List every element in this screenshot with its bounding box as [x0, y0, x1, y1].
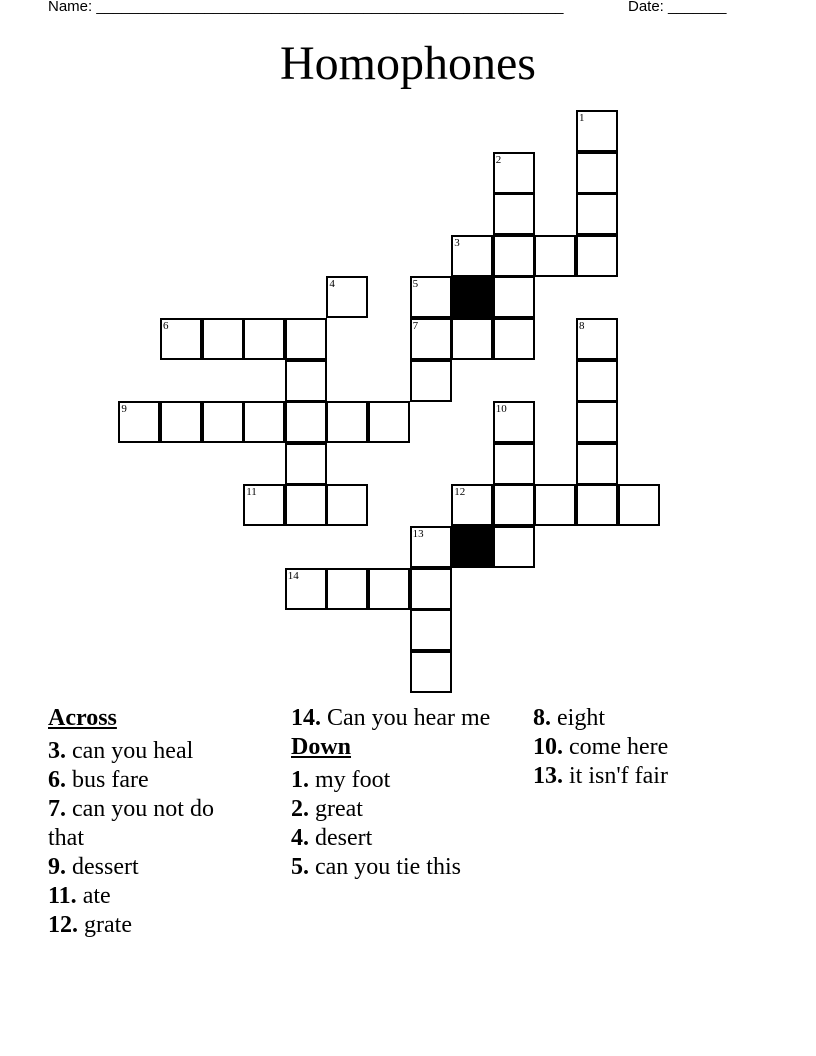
clue-number: 12.: [48, 912, 78, 938]
down-clue: [291, 853, 501, 882]
crossword-cell[interactable]: [118, 401, 160, 443]
clue-number: 5.: [291, 854, 309, 880]
puzzle-title: Homophones: [280, 37, 536, 90]
clue-number: 9: [121, 403, 127, 416]
clue-text: desert: [309, 825, 373, 851]
crossword-cell[interactable]: [451, 484, 493, 526]
crossword-cell[interactable]: [576, 110, 618, 152]
clue-number: 1: [579, 112, 585, 124]
down-clue: [291, 795, 501, 824]
crossword-cell[interactable]: [202, 318, 244, 360]
crossword-cell[interactable]: [410, 568, 452, 610]
crossword-cell[interactable]: [368, 568, 410, 610]
clue-number: 14: [287, 569, 299, 582]
clue-text: dessert: [66, 854, 139, 880]
crossword-cell[interactable]: [493, 152, 535, 194]
crossword-cell[interactable]: [326, 276, 368, 318]
clue-text: grate: [78, 912, 132, 938]
crossword-cell[interactable]: [285, 401, 327, 443]
clue-number: 2.: [291, 796, 309, 822]
clue-text: eight: [551, 705, 605, 731]
clue-number: 6.: [48, 767, 66, 793]
across-clue: [48, 766, 248, 795]
crossword-cell[interactable]: [576, 152, 618, 194]
crossword-cell[interactable]: [410, 609, 452, 651]
down-clue-list: [291, 766, 501, 882]
clue-number: 12: [454, 486, 466, 499]
clue-number: 3.: [48, 738, 66, 764]
crossword-cell[interactable]: [493, 318, 535, 360]
clue-text: can you heal: [66, 738, 194, 764]
clue-number: 14.: [291, 705, 321, 731]
crossword-cell[interactable]: [618, 484, 660, 526]
crossword-cell[interactable]: [576, 360, 618, 402]
crossword-cell[interactable]: [410, 526, 452, 568]
crossword-cell[interactable]: [493, 526, 535, 568]
crossword-cell[interactable]: [493, 276, 535, 318]
crossword-cell[interactable]: [576, 401, 618, 443]
clues-column-1: [48, 704, 248, 940]
clue-number: 11.: [48, 883, 77, 909]
crossword-cell[interactable]: [243, 318, 285, 360]
clue-number: 7.: [48, 796, 66, 822]
crossword-cell[interactable]: [410, 318, 452, 360]
across-clue: [48, 853, 248, 882]
clue-text: Can you hear me: [321, 705, 491, 731]
crossword-cell[interactable]: [285, 318, 327, 360]
crossword-block-cell: [451, 276, 493, 318]
across-clue: [48, 737, 248, 766]
clue-number: 13.: [533, 763, 563, 789]
across-clue: [48, 795, 248, 853]
clue-number: 4: [329, 278, 335, 291]
clue-number: 13: [412, 528, 424, 540]
down-clue: [533, 704, 773, 733]
crossword-cell[interactable]: [493, 484, 535, 526]
crossword-block-cell: [451, 526, 493, 568]
clue-number: 2: [495, 153, 502, 166]
crossword-cell[interactable]: [534, 484, 576, 526]
clue-number: 6: [163, 320, 169, 332]
clue-text: great: [309, 796, 363, 822]
across-heading: Across: [48, 705, 117, 731]
crossword-cell[interactable]: [410, 360, 452, 402]
crossword-cell[interactable]: [534, 235, 576, 277]
crossword-cell[interactable]: [160, 401, 202, 443]
crossword-cell[interactable]: [243, 401, 285, 443]
clue-number: 7: [412, 320, 419, 332]
clues-column-2: [291, 704, 501, 882]
date-field-label: Date: _______: [628, 0, 727, 15]
crossword-cell[interactable]: [410, 651, 452, 693]
crossword-cell[interactable]: [451, 235, 493, 277]
clue-number: 3: [454, 236, 460, 249]
crossword-cell[interactable]: [368, 401, 410, 443]
down-heading: Down: [291, 734, 352, 760]
clue-number: 10: [495, 403, 507, 416]
crossword-cell[interactable]: [493, 235, 535, 277]
down-clue: [291, 824, 501, 853]
crossword-cell[interactable]: [576, 484, 618, 526]
crossword-cell[interactable]: [202, 401, 244, 443]
across-clue-list: [48, 737, 248, 940]
crossword-cell[interactable]: [285, 360, 327, 402]
clue-text: can you tie this: [309, 854, 461, 880]
crossword-cell[interactable]: [326, 484, 368, 526]
crossword-cell[interactable]: [326, 568, 368, 610]
across-clue: [48, 882, 248, 911]
clue-text: ate: [76, 883, 111, 909]
crossword-cell[interactable]: [243, 484, 285, 526]
clue-text: can you not do that: [48, 796, 214, 851]
crossword-cell[interactable]: [576, 235, 618, 277]
crossword-cell[interactable]: [285, 568, 327, 610]
crossword-cell[interactable]: [576, 443, 618, 485]
clue-text: it isn'f fair: [563, 763, 668, 789]
down-clue: [291, 766, 501, 795]
name-field-label: Name: ________________________________________________________: [48, 0, 564, 15]
across-clue: [291, 704, 501, 733]
clue-number: 5: [412, 278, 419, 291]
clue-number: 10.: [533, 734, 563, 760]
crossword-cell[interactable]: [451, 318, 493, 360]
down-clue: [533, 733, 773, 762]
crossword-cell[interactable]: [410, 276, 452, 318]
across-clue-list-continued: [291, 704, 501, 733]
crossword-cell[interactable]: [576, 193, 618, 235]
clue-text: bus fare: [66, 767, 149, 793]
down-clue: [533, 762, 773, 791]
clue-number: 1.: [291, 767, 309, 793]
clue-number: 4.: [291, 825, 309, 851]
crossword-cell[interactable]: [285, 484, 327, 526]
crossword-cell[interactable]: [160, 318, 202, 360]
crossword-cell[interactable]: [576, 318, 618, 360]
down-clue-list-continued: [533, 704, 773, 791]
clue-number: 9.: [48, 854, 66, 880]
across-clue: [48, 911, 248, 940]
crossword-cell[interactable]: [285, 443, 327, 485]
crossword-cell[interactable]: [326, 401, 368, 443]
clues-column-3: [533, 704, 773, 791]
clue-number: 8: [579, 320, 585, 332]
clue-number: 11: [246, 486, 257, 499]
crossword-cell[interactable]: [493, 193, 535, 235]
crossword-cell[interactable]: [493, 443, 535, 485]
crossword-cell[interactable]: [493, 401, 535, 443]
clue-number: 8.: [533, 705, 551, 731]
clue-text: my foot: [309, 767, 391, 793]
clue-text: come here: [563, 734, 669, 760]
